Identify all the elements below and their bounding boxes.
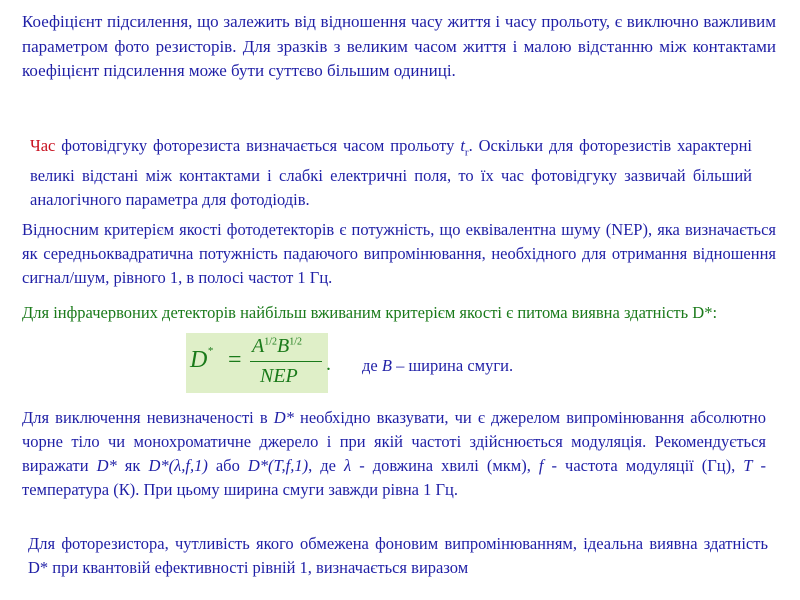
fraction-bar	[250, 361, 322, 362]
detectivity-formula	[186, 333, 331, 393]
formula-equals: =	[228, 347, 242, 373]
variable-d: D*	[273, 408, 294, 427]
paragraph-uncertainty: Для виключення невизначеності в D* необхідно вказувати, чи є джерелом випромінювання абсолютно чорне тіло чи монохроматичне джерело і при якій частоті здійснюється модуляція. Рекомендується виражати D* як D*(λ,f,1) або D*(T,f,1), де λ - довжина хвилі (мкм), f - частота модуляції (Гц), T - температура (К). При цьому ширина смуги завжди рівна 1 Гц.	[22, 408, 767, 499]
bandwidth-note: де B – ширина смуги.	[362, 356, 514, 375]
formula-numerator: $A^{1/2}B^{1/2}$	[252, 335, 302, 357]
formula-lhs: D*	[190, 345, 213, 373]
variable-T: T	[743, 456, 753, 475]
variable-b: B	[381, 356, 392, 375]
expression-lambda: D*(λ,f,1)	[148, 456, 208, 475]
variable-lambda: λ	[344, 456, 352, 475]
paragraph-gain: Коефіцієнт підсилення, що залежить від відношення часу життя і часу прольоту, є виключно важливим параметром фото резисторів. Для зразків з великим часом життя і малою відстанню між контактами коефіцієнт підсилення може бути суттєво більшим одиниці.	[22, 12, 776, 80]
formula-dot: .	[326, 353, 331, 375]
highlight-word: Час	[30, 136, 56, 155]
paragraph-background-limited: Для фоторезистора, чутливість якого обмежена фоновим випромінюванням, ідеальна виявна здатність D* при квантовій ефективності рівній 1, визначається виразом	[28, 534, 768, 577]
paragraph-response-time	[30, 134, 752, 212]
subscript-r: r	[464, 146, 469, 159]
variable-f: f	[538, 456, 544, 475]
formula-denominator: NEP	[260, 365, 298, 387]
paragraph-nep: Відносним критерієм якості фотодетекторів є потужність, що еквівалентна шуму (NEP), яка визначається як середньоквадратична потужність падаючого випромінювання, необхідного для отримання відношення сигнал/шум, рівного 1, в полосі частот 1 Гц.	[22, 220, 776, 287]
text-segment: . Оскільки для фоторезистів характерні великі відстані між контактами і слабкі електричні поля, то їх час фотовідгуку зазвичай більший аналогічного параметра для фотодіодів.	[30, 136, 753, 210]
variable-t: t	[460, 136, 465, 155]
paragraph-detectivity: Для інфрачервоних детекторів найбільш вживаним критерієм якості є питома виявна здатність D*:	[22, 303, 718, 322]
expression-temperature: D*(T,f,1)	[247, 456, 309, 475]
variable-d: D*	[96, 456, 117, 475]
formula-box	[186, 333, 331, 393]
text-segment: фотовідгуку фоторезиста визначається часом прольоту	[55, 136, 461, 155]
